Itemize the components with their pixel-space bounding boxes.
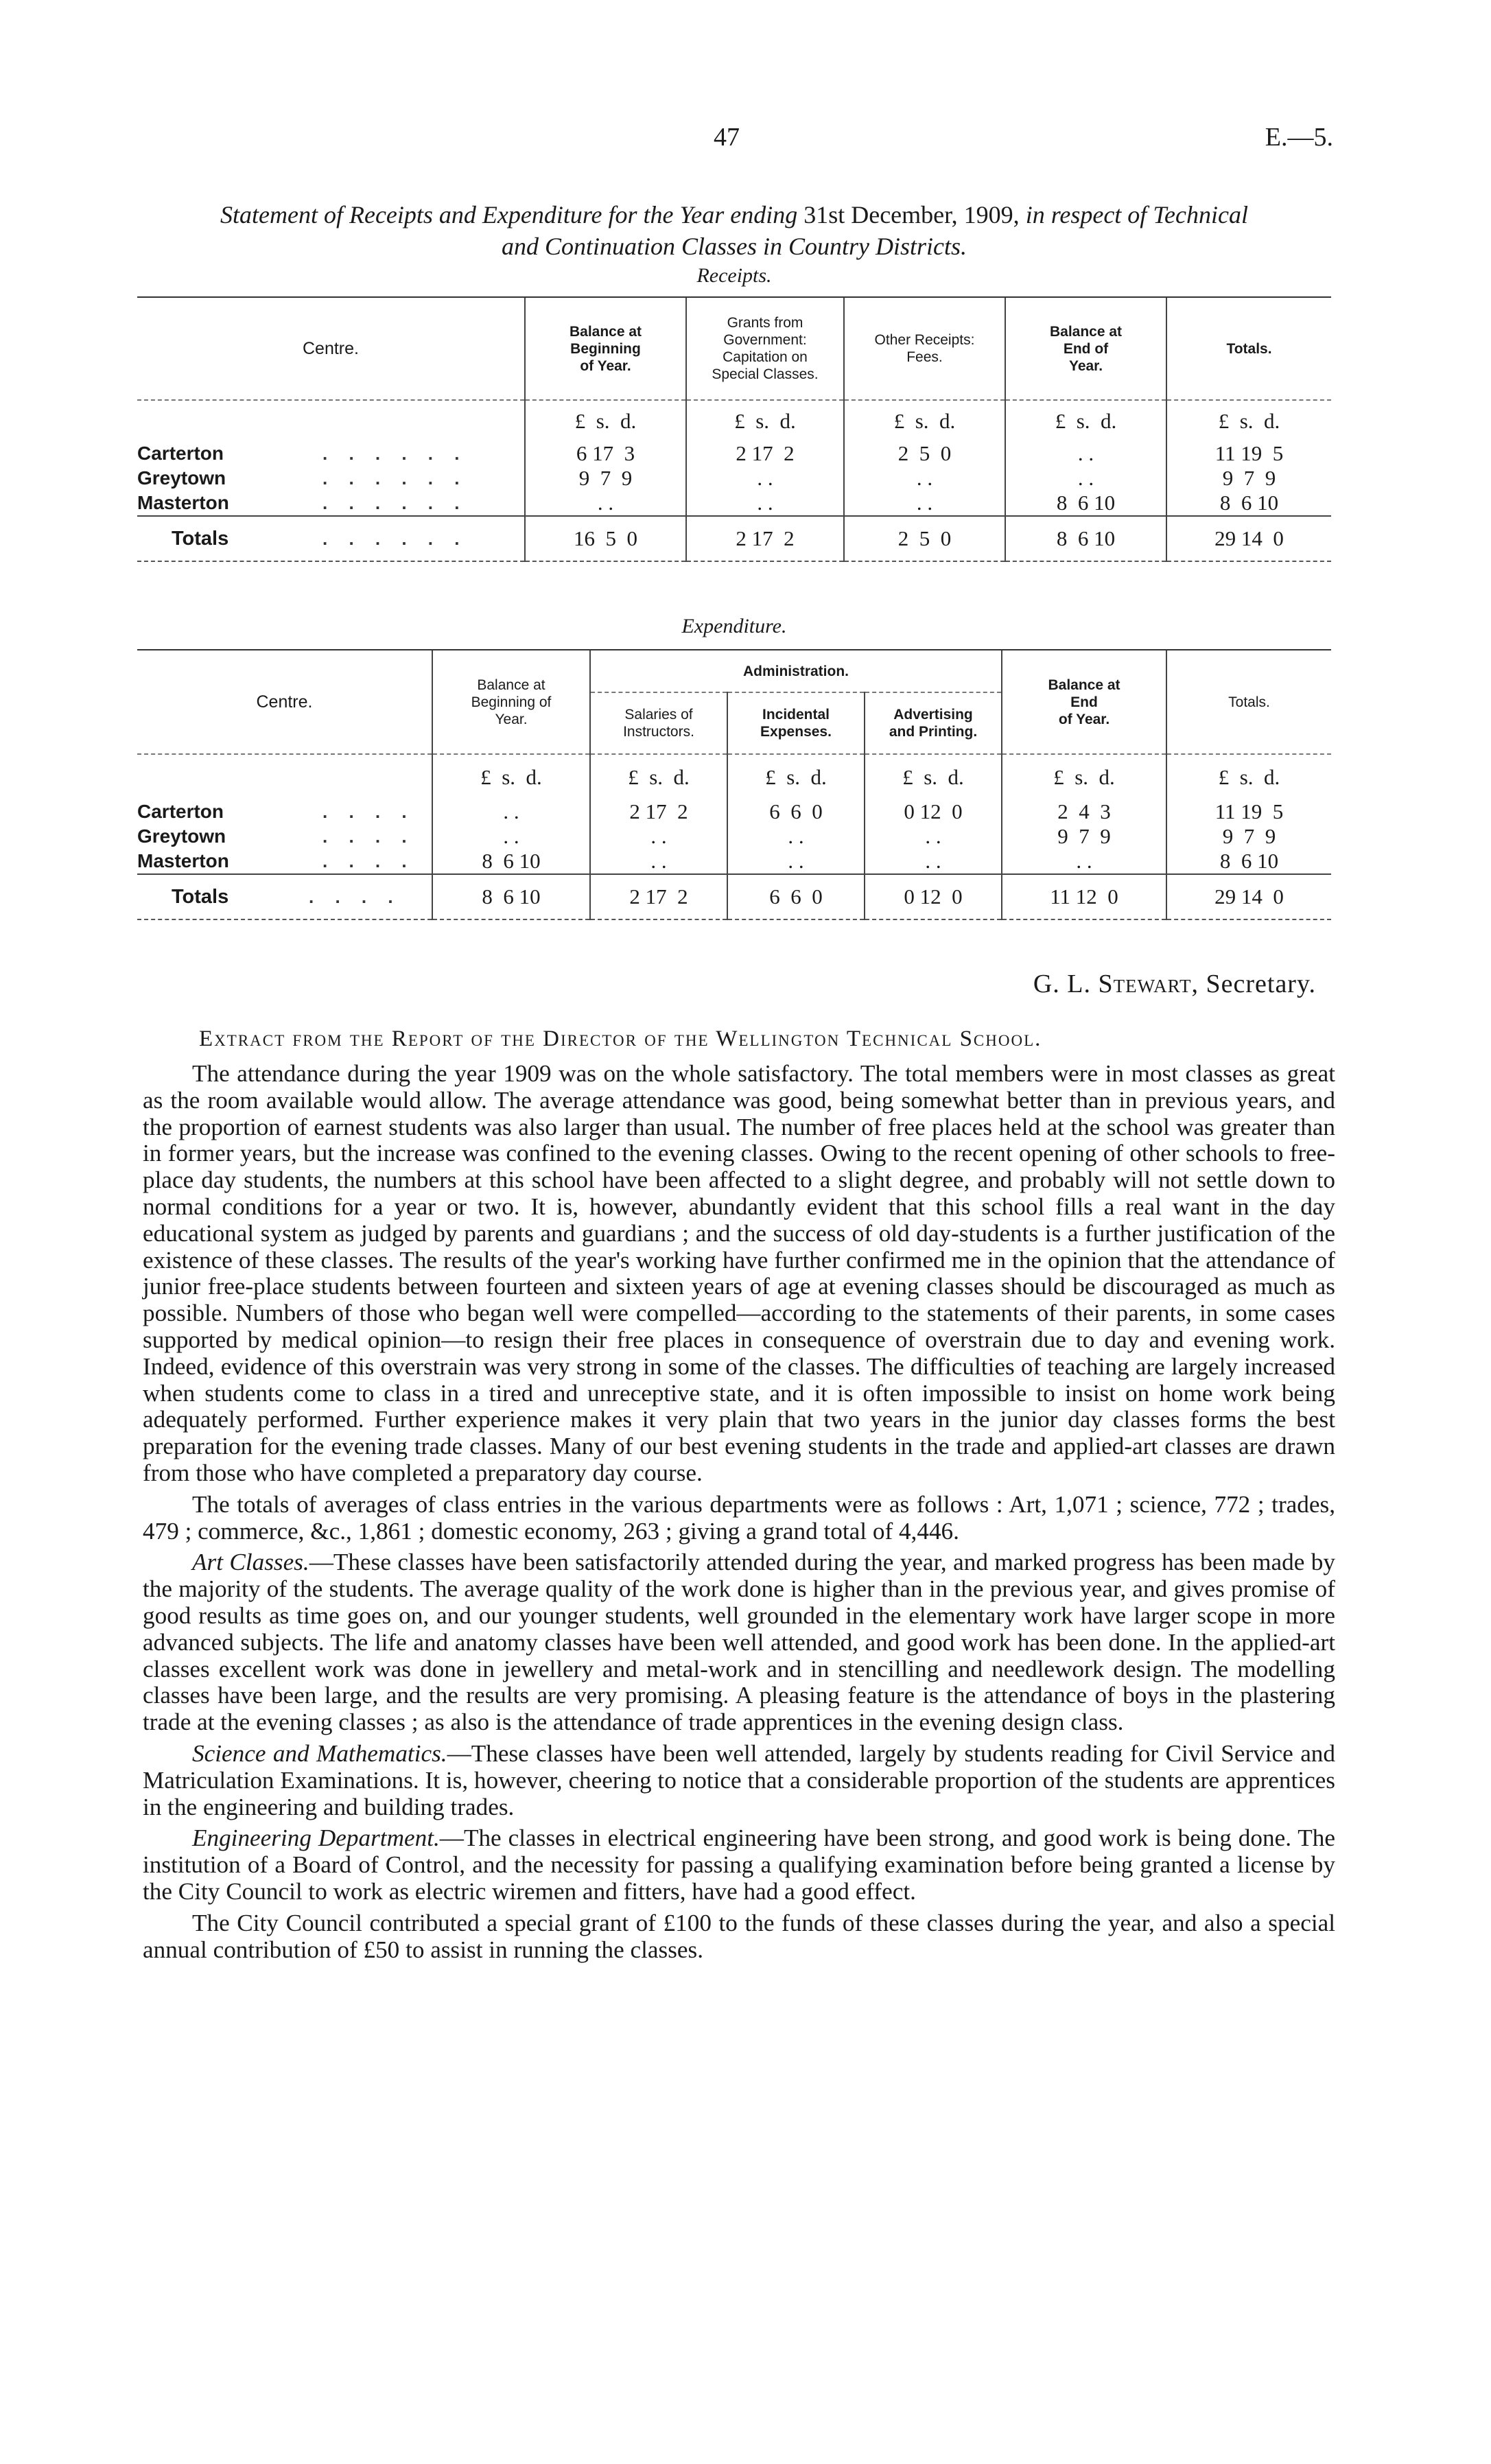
- paragraph: [143, 1061, 1335, 1487]
- cell-totals: 9 7 9: [1166, 466, 1331, 491]
- cell-incidental: . .: [727, 824, 865, 849]
- title-line1-post: in respect of Technical: [1025, 201, 1248, 228]
- cell-incidental: 6 6 0: [727, 799, 865, 824]
- col-line: and Printing.: [889, 724, 978, 740]
- totals-row: [137, 516, 1331, 561]
- units-label: £ s. d.: [844, 400, 1005, 441]
- table-row: [137, 491, 1331, 516]
- signature-name: Stewart: [1098, 970, 1192, 998]
- expenditure-col-totals: Totals.: [1166, 650, 1331, 754]
- cell-grants: 2 17 2: [686, 441, 844, 466]
- col-line: Capitation on: [723, 349, 808, 365]
- units-label: £ s. d.: [1166, 754, 1331, 799]
- cell-other: . .: [844, 491, 1005, 516]
- col-line: Year.: [1068, 357, 1103, 374]
- leader-dots: . . . . . .: [322, 468, 468, 489]
- total-totals: 29 14 0: [1166, 516, 1331, 561]
- units-label: £ s. d.: [686, 400, 844, 441]
- row-label: [137, 516, 525, 561]
- col-line: Beginning of: [471, 694, 552, 710]
- cell-incidental: . .: [727, 849, 865, 874]
- cell-totals: 8 6 10: [1166, 849, 1331, 874]
- paragraph: [143, 1741, 1335, 1820]
- total-advertising: 0 12 0: [865, 874, 1002, 919]
- table-row: [137, 799, 1331, 824]
- col-line: Advertising: [893, 707, 973, 723]
- receipts-table: [137, 296, 1331, 562]
- total-totals: 29 14 0: [1166, 874, 1331, 919]
- cell-advertising: . .: [865, 849, 1002, 874]
- col-line: Fees.: [906, 349, 943, 365]
- cell-balance-end: . .: [1005, 441, 1166, 466]
- expenditure-col-centre: Centre.: [137, 650, 432, 754]
- paragraph-lead: Art Classes.: [192, 1549, 309, 1576]
- table-row: [137, 824, 1331, 849]
- cell-balance-end: 8 6 10: [1005, 491, 1166, 516]
- cell-totals: 11 19 5: [1166, 799, 1331, 824]
- table-row: [137, 849, 1331, 874]
- leader-dots: . . . .: [322, 801, 415, 822]
- col-line: Instructors.: [623, 724, 694, 740]
- centre-name: Masterton: [137, 850, 229, 871]
- cell-other: . .: [844, 466, 1005, 491]
- cell-salaries: . .: [590, 824, 727, 849]
- cell-other: 2 5 0: [844, 441, 1005, 466]
- signature-role: , Secretary.: [1191, 970, 1316, 998]
- paragraph: [143, 1492, 1335, 1545]
- cell-balance-beginning: 6 17 3: [525, 441, 686, 466]
- document-code: E.—5.: [1265, 123, 1333, 152]
- paragraph-text: —These classes have been well attended, largely by students reading for Civil Service and Matriculation Examinations. It is, however, cheering to notice that a considerable proportion of the students are apprentices in the engineering and building trades.: [143, 1739, 1335, 1820]
- leader-dots: . . . .: [322, 826, 415, 847]
- totals-row: [137, 874, 1331, 919]
- col-line: Balance at: [477, 677, 545, 693]
- leader-dots: . . . . . .: [322, 528, 468, 549]
- col-line: Balance at: [569, 323, 642, 340]
- col-line: of Year.: [580, 357, 631, 374]
- receipts-col-centre: Centre.: [137, 297, 525, 400]
- leader-dots: . . . .: [309, 886, 401, 907]
- col-line: Special Classes.: [712, 366, 819, 382]
- cell-salaries: . .: [590, 849, 727, 874]
- cell-balance-beginning: 8 6 10: [432, 849, 590, 874]
- total-balance-end: 8 6 10: [1005, 516, 1166, 561]
- statement-title: [137, 199, 1331, 262]
- total-salaries: 2 17 2: [590, 874, 727, 919]
- leader-dots: . . . . . .: [322, 443, 468, 464]
- title-line1-pre: Statement of Receipts and Expenditure for the Year ending: [220, 201, 798, 228]
- row-label: [137, 491, 525, 516]
- cell-totals: 11 19 5: [1166, 441, 1331, 466]
- units-label: £ s. d.: [525, 400, 686, 441]
- paragraph-lead: Engineering Department.: [192, 1824, 440, 1852]
- signature-initials: G. L.: [1033, 970, 1091, 998]
- centre-name: Carterton: [137, 801, 224, 822]
- receipts-col-grants: [686, 297, 844, 400]
- expenditure-heading: Expenditure.: [681, 615, 787, 637]
- cell-balance-end: 2 4 3: [1002, 799, 1166, 824]
- col-line: Year.: [495, 711, 528, 727]
- paragraph: [143, 1825, 1335, 1905]
- col-line: Balance at: [1048, 677, 1120, 693]
- col-line: Other Receipts:: [874, 332, 975, 348]
- col-line: End of: [1063, 340, 1109, 357]
- receipts-col-balance-beginning: [525, 297, 686, 400]
- cell-balance-end: . .: [1002, 849, 1166, 874]
- cell-balance-beginning: 9 7 9: [525, 466, 686, 491]
- cell-advertising: 0 12 0: [865, 799, 1002, 824]
- page-number: 47: [714, 123, 740, 152]
- units-label: £ s. d.: [590, 754, 727, 799]
- col-line: Expenses.: [760, 724, 832, 740]
- units-label: £ s. d.: [1005, 400, 1166, 441]
- row-label: [137, 874, 432, 919]
- expenditure-col-incidental: [727, 692, 865, 754]
- col-line: Salaries of: [624, 707, 693, 723]
- centre-name: Masterton: [137, 492, 229, 513]
- centre-name: Greytown: [137, 467, 226, 489]
- receipts-heading: Receipts.: [696, 264, 772, 287]
- table-row: [137, 441, 1331, 466]
- paragraph-lead: Science and Mathematics.: [192, 1739, 447, 1767]
- expenditure-col-balance-beginning: [432, 650, 590, 754]
- col-line: Balance at: [1049, 323, 1123, 340]
- total-balance-end: 11 12 0: [1002, 874, 1166, 919]
- extract-title: Extract from the Report of the Director of the Wellington Technical School.: [199, 1026, 1042, 1051]
- col-line: End: [1070, 694, 1098, 710]
- title-line2: and Continuation Classes in Country Districts.: [501, 233, 967, 260]
- row-label: [137, 799, 432, 824]
- paragraph-text: The City Council contributed a special grant of £100 to the funds of these classes during the year, and also a special annual contribution of £50 to assist in running the classes.: [143, 1909, 1335, 1963]
- centre-name: Carterton: [137, 443, 224, 464]
- expenditure-col-administration: Administration.: [590, 650, 1002, 692]
- leader-dots: . . . .: [322, 851, 415, 871]
- col-line: of Year.: [1058, 711, 1110, 727]
- total-balance-beginning: 16 5 0: [525, 516, 686, 561]
- paragraph-text: The attendance during the year 1909 was on the whole satisfactory. The total members were in most classes as great as the room available would allow. The average attendance was good, being somewhat better than in previous years, and the proportion of earnest students was also larger than usual. The number of free places held at the school was greater than in former years, but the increase was confined to the evening classes. Owing to the recent opening of other schools to free-place day students, the numbers at this school have been affected to a slight degree, and probably will not settle down to normal conditions for a year or two. It is, however, abundantly evident that this school fills a real want in the day educational system as judged by parents and guardians ; and the success of old day-students is a further justification of the existence of these classes. The results of the year's working have further confirmed me in the opinion that the attendance of junior free-place students between fourteen and sixteen years of age at evening classes should be discouraged as much as possible. Numbers of those who began well were compelled—according to the statements of their parents, in some cases supported by medical opinion—to resign their free places in consequence of overstrain due to day and evening work. Indeed, evidence of this overstrain was very strong in some of the classes. The difficulties of teaching are largely increased when students come to class in a tired and unreceptive state, and it is often impossible to insist on home work being adequately performed. Further experience makes it very plain that two years in the junior day classes forms the best preparation for the evening trade classes. Many of our best evening students in the trade and applied-art classes are drawn from those who have completed a preparatory day course.: [143, 1060, 1335, 1486]
- col-line: Incidental: [762, 707, 830, 723]
- units-label: £ s. d.: [1002, 754, 1166, 799]
- expenditure-col-balance-end: [1002, 650, 1166, 754]
- expenditure-col-advertising: [865, 692, 1002, 754]
- expenditure-col-salaries: [590, 692, 727, 754]
- report-body: [143, 1061, 1335, 1968]
- col-line: Government:: [723, 332, 807, 348]
- receipts-col-balance-end: [1005, 297, 1166, 400]
- cell-balance-beginning: . .: [432, 824, 590, 849]
- total-grants: 2 17 2: [686, 516, 844, 561]
- title-date: 31st December, 1909,: [803, 201, 1020, 228]
- cell-totals: 9 7 9: [1166, 824, 1331, 849]
- units-label: £ s. d.: [1166, 400, 1331, 441]
- paragraph: [143, 1549, 1335, 1736]
- leader-dots: . . . . . .: [322, 493, 468, 513]
- units-label: £ s. d.: [727, 754, 865, 799]
- table-row: [137, 466, 1331, 491]
- row-label: [137, 849, 432, 874]
- totals-label: Totals: [172, 885, 229, 908]
- paragraph-text: —These classes have been satisfactorily attended during the year, and marked progress has been made by the majority of the students. The average quality of the work done is higher than in the previous year, and gives promise of good results as time goes on, and our younger students, well grounded in the elementary work have larger scope in more advanced subjects. The life and anatomy classes have been well attended, and good work has been done. In the applied-art classes excellent work was done in jewellery and metal-work and in stencilling and needlework design. The modelling classes have been large, and the results are very promising. A pleasing feature is the attendance of boys in the plastering trade at the evening classes ; as also is the attendance of trade apprentices in the evening design class.: [143, 1549, 1335, 1736]
- cell-salaries: 2 17 2: [590, 799, 727, 824]
- cell-balance-end: . .: [1005, 466, 1166, 491]
- cell-grants: . .: [686, 466, 844, 491]
- paragraph-text: —The classes in electrical engineering have been strong, and good work is being done. The institution of a Board of Control, and the necessity for passing a qualifying examination before being granted a license by the City Council to work as electric wiremen and fitters, have had a good effect.: [143, 1824, 1336, 1905]
- cell-balance-end: 9 7 9: [1002, 824, 1166, 849]
- row-label: [137, 441, 525, 466]
- col-line: Grants from: [727, 315, 803, 331]
- col-line: Beginning: [570, 340, 641, 357]
- paragraph-text: The totals of averages of class entries in the various departments were as follows : Art, 1,071 ; science, 772 ; trades, 479 ; commerce, &c., 1,861 ; domestic economy, 263 ; giving a grand total of 4,446.: [143, 1490, 1335, 1545]
- paragraph: [143, 1910, 1335, 1964]
- cell-totals: 8 6 10: [1166, 491, 1331, 516]
- total-incidental: 6 6 0: [727, 874, 865, 919]
- cell-grants: . .: [686, 491, 844, 516]
- signature: [1033, 969, 1316, 999]
- cell-advertising: . .: [865, 824, 1002, 849]
- total-other: 2 5 0: [844, 516, 1005, 561]
- units-label: £ s. d.: [432, 754, 590, 799]
- cell-balance-beginning: . .: [525, 491, 686, 516]
- row-label: [137, 466, 525, 491]
- receipts-col-other: [844, 297, 1005, 400]
- expenditure-table: [137, 649, 1331, 920]
- units-label: £ s. d.: [865, 754, 1002, 799]
- cell-balance-beginning: . .: [432, 799, 590, 824]
- receipts-col-totals: Totals.: [1166, 297, 1331, 400]
- total-balance-beginning: 8 6 10: [432, 874, 590, 919]
- totals-label: Totals: [172, 527, 229, 550]
- centre-name: Greytown: [137, 825, 226, 847]
- row-label: [137, 824, 432, 849]
